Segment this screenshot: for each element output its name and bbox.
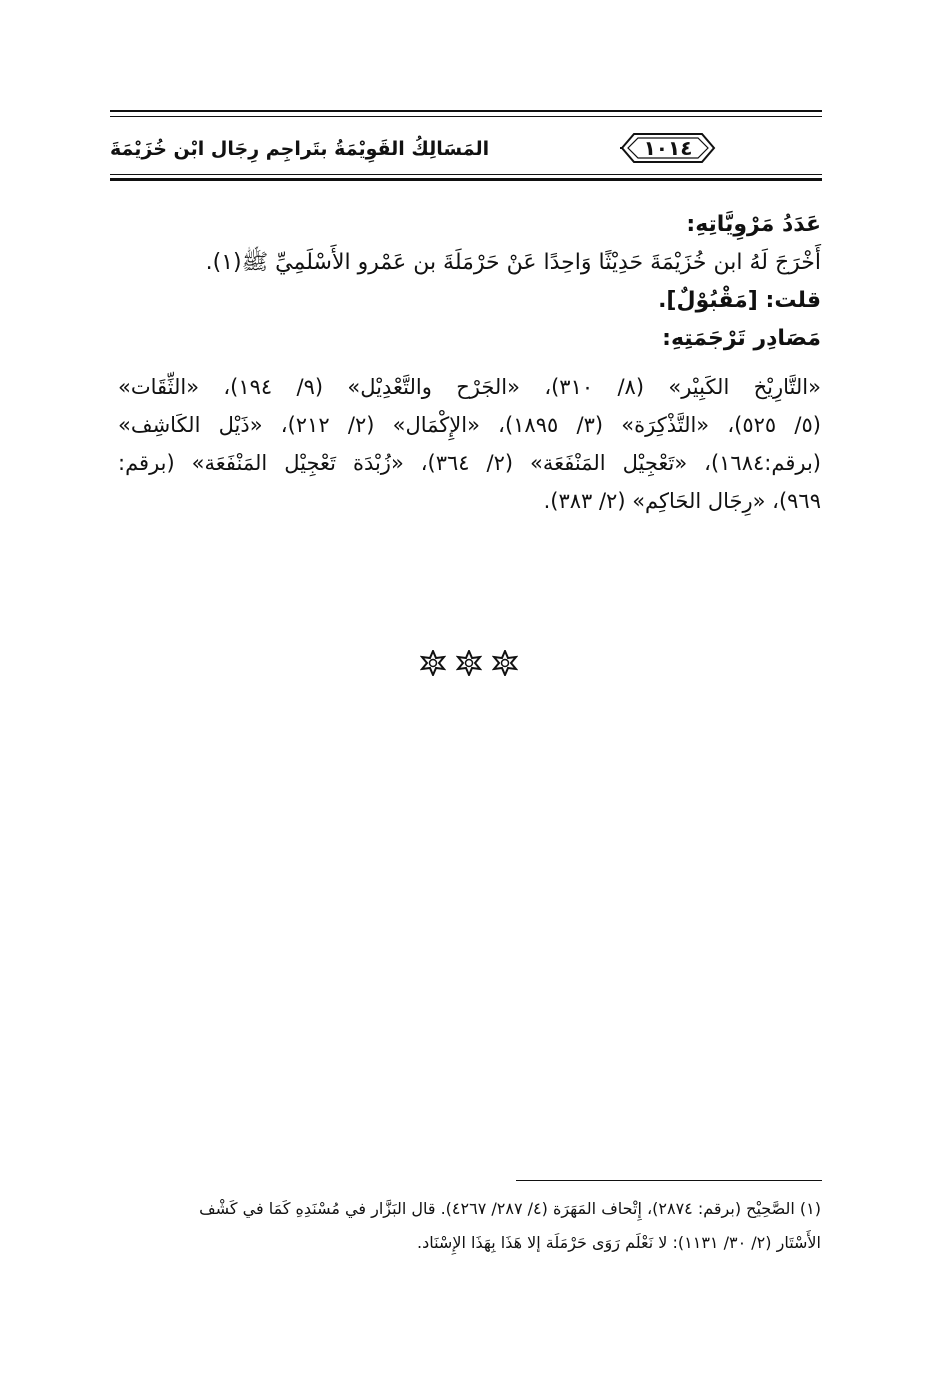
narrations-paragraph: أَخْرَجَ لَهُ ابن خُزَيْمَةَ حَدِيْثًا وَاحِدًا عَنْ حَرْمَلَةَ بن عَمْرو الأَسْلَمِيِّ ﷺ(١). xyxy=(205,250,821,275)
header-rule-top xyxy=(110,110,822,112)
verdict-line: قلت: [مَقْبُوْلٌ]. xyxy=(658,288,821,313)
star-ornament-icon xyxy=(456,650,482,676)
sources-line: ٩٦٩)، «رِجَال الحَاكِم» (٢/ ٣٨٣). xyxy=(543,489,821,513)
sources-line: (٥/ ٥٢٥)، «التَّذْكِرَة» (٣/ ١٨٩٥)، «الإِكْمَال» (٢/ ٢١٢)، «ذَيْل الكَاشِف» xyxy=(118,413,821,437)
footnote-separator xyxy=(516,1180,822,1181)
footnote-line: (١) الصَّحِيْح (برقم: ٢٨٧٤)، إِتْحاف المَهَرَة (٤/ ٢٨٧/ ٤٢٦٧). قال البَزَّار في مُسْنَدِهِ كَمَا في كَشْف xyxy=(199,1199,821,1218)
header-rule-bottom-thin xyxy=(110,174,822,175)
heading-biography-sources: مَصَادِر تَرْجَمَتِهِ: xyxy=(662,326,821,351)
sources-line: «التَّارِيْخ الكَبِيْر» (٨/ ٣١٠)، «الجَرْح والتَّعْدِيْل» (٩/ ١٩٤)، «الثِّقَات» xyxy=(118,375,821,399)
running-title: المَسَالِكُ القَوِيْمَةُ بتَراجِم رِجَال ابْن خُزَيْمَةَ xyxy=(110,138,490,160)
sources-line: (برقم:١٦٨٤)، «تَعْجِيْل المَنْفَعَة» (٢/ ٣٦٤)، «زُبْدَة تَعْجِيْل المَنْفَعَة» (برقم: xyxy=(118,451,821,475)
header-rule-bottom xyxy=(110,178,822,181)
star-ornament-icon xyxy=(420,650,446,676)
page-number-badge xyxy=(620,131,716,165)
section-end-ornament xyxy=(420,650,520,678)
heading-narrations-count: عَدَدُ مَرْوِيَّاتِهِ: xyxy=(686,212,821,237)
main-text xyxy=(118,206,821,520)
footnotes xyxy=(118,1192,821,1260)
header-rule-top-thin xyxy=(110,116,822,117)
footnote-line: الأَسْتَار (٢/ ٣٠/ ١١٣١): لا نَعْلَم رَوَى حَرْمَلَة إلا هَذَا بِهَذَا الإِسْنَاد. xyxy=(417,1233,821,1252)
page-number: ١٠١٤ xyxy=(643,136,693,160)
star-ornament-icon xyxy=(492,650,518,676)
